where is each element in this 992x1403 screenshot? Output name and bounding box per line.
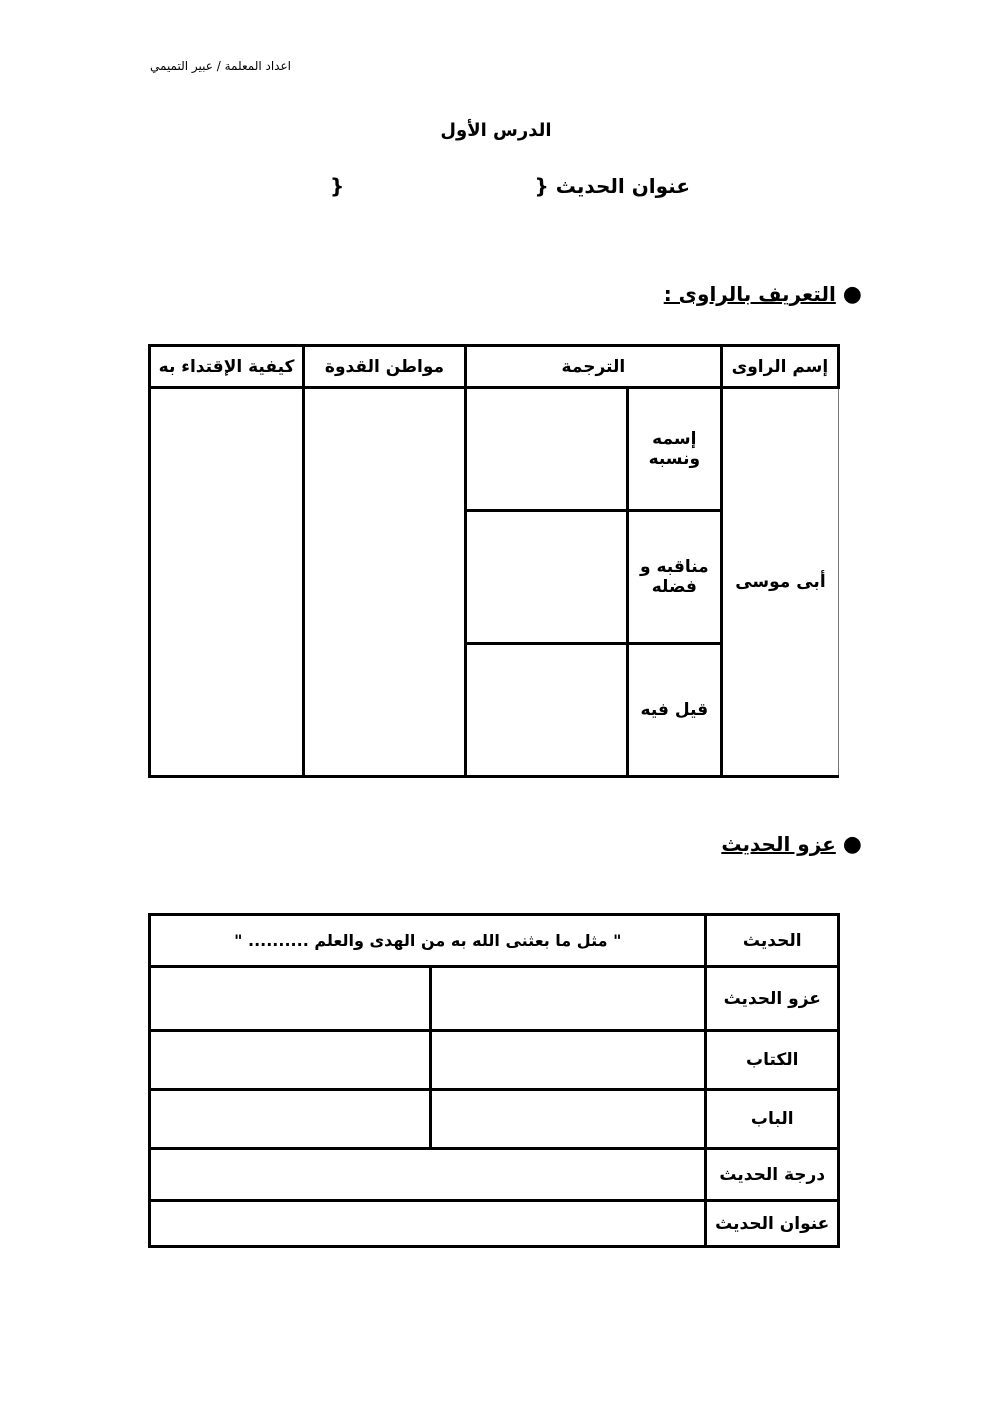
title-answer[interactable] — [150, 1201, 706, 1247]
col-header-how: كيفية الإقتداء به — [150, 346, 304, 388]
row-label-title: عنوان الحديث — [706, 1201, 839, 1247]
bullet-icon: ● — [842, 282, 862, 307]
bio-answer-2[interactable] — [465, 511, 627, 644]
bio-row-lineage: إسمه ونسبه — [627, 388, 721, 511]
row-label-grade: درجة الحديث — [706, 1149, 839, 1201]
hadith-title-close-brace: } — [330, 174, 345, 198]
section-attribution-label: عزو الحديث — [721, 832, 836, 856]
chapter-answer-left[interactable] — [150, 1090, 431, 1149]
grade-answer[interactable] — [150, 1149, 706, 1201]
hadith-title-label: عنوان الحديث { — [534, 174, 690, 198]
author-credit: اعداد المعلمة / عبير التميمي — [150, 59, 291, 73]
section-narrator-label: التعريف بالراوى : — [663, 282, 836, 306]
attribution-table — [148, 913, 840, 1248]
bio-answer-3[interactable] — [465, 644, 627, 777]
narrator-name: أبى موسى — [721, 388, 838, 777]
hadith-text: " مثل ما بعثنى الله به من الهدى والعلم .......... " — [150, 915, 706, 967]
attribution-answer-left[interactable] — [150, 967, 431, 1031]
bullet-icon: ● — [842, 832, 862, 857]
attribution-answer-right[interactable] — [431, 967, 706, 1031]
how-cell[interactable] — [150, 388, 304, 777]
section-narrator-heading — [664, 282, 862, 307]
col-header-bio: الترجمة — [465, 346, 721, 388]
places-cell[interactable] — [304, 388, 466, 777]
col-header-places: مواطن القدوة — [304, 346, 466, 388]
bio-answer-1[interactable] — [465, 388, 627, 511]
bio-row-said: قيل فيه — [627, 644, 721, 777]
row-label-book: الكتاب — [706, 1031, 839, 1090]
row-label-hadith: الحديث — [706, 915, 839, 967]
bio-row-virtues: مناقبه و فضله — [627, 511, 721, 644]
narrator-table — [148, 344, 840, 778]
hadith-title-line — [330, 174, 690, 204]
row-label-chapter: الباب — [706, 1090, 839, 1149]
col-header-name: إسم الراوى — [721, 346, 838, 388]
chapter-answer-right[interactable] — [431, 1090, 706, 1149]
book-answer-left[interactable] — [150, 1031, 431, 1090]
section-attribution-heading — [721, 832, 862, 857]
row-label-attribution: عزو الحديث — [706, 967, 839, 1031]
lesson-title: الدرس الأول — [440, 120, 552, 141]
book-answer-right[interactable] — [431, 1031, 706, 1090]
